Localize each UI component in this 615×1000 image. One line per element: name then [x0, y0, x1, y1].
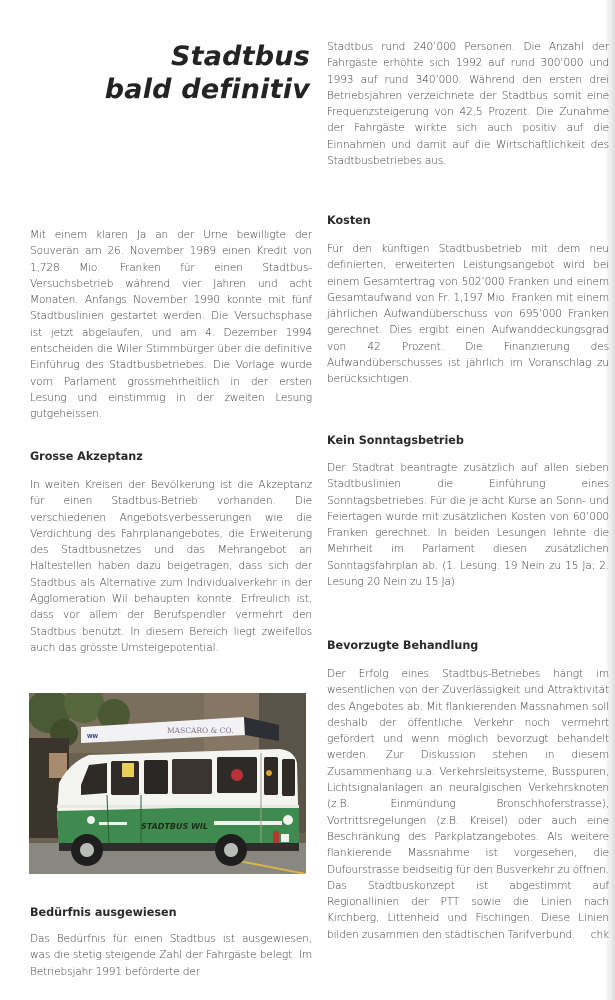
section-grosse-akzeptanz: [30, 449, 312, 656]
right-column: [327, 39, 609, 169]
section-body: In weiten Kreisen der Bevölkerung ist die Akzeptanz für einen Stadtbus-Betrieb vorhanden. Die verschiedenen Angebotsverbesserungen wie die Verdichtung des Fahrplanangebotes, die Erweiterung des Stadtbusnetzes und das Mehrangebot an Haltestellen haben dazu beigetragen, dass sich der Stadtbus als Alternative zum Individualverkehr in der Agglomeration Wil behaupten konnte. Erfreulich ist, dass vor allem der Berufspendler vermehrt den Stadtbus benützt. In diesem Bereich liegt zweifellos auch das grösste Umsteigepotential.: [30, 479, 312, 654]
section-bevorzugte-behandlung: [327, 638, 609, 943]
svg-text:MASCARO & CO.: MASCARO & CO.: [167, 726, 234, 735]
title-line-1: Stadtbus: [170, 41, 310, 72]
intro-paragraph: Mit einem klaren Ja an der Urne bewilligte der Souverän am 26. November 1989 einen Kredit von 1,728 Mio. Franken für einen Stadtbus-Versuchsbetrieb während vier Jahren und acht Monaten. Anfangs November 1990 konnte mit fünf Stadtbuslinien gestartet werden. Die Versuchsphase ist jetzt abgelaufen, und am 4. Dezember 1994 entscheiden die Wiler Stimmbürger über die definitive Einführug des Stadtbusbetriebes. Die Vorlage wurde vom Parlament grossmehrheitlich in der ersten Lesung und einstimmig in der zweiten Lesung gutgeheissen.: [30, 229, 312, 421]
section-heading: Bedürfnis ausgewiesen: [30, 906, 177, 919]
svg-text:STADTBUS WIL: STADTBUS WIL: [141, 822, 208, 831]
left-column: [30, 227, 312, 423]
title-line-2: bald definitiv: [104, 74, 310, 105]
bus-photo: [29, 693, 306, 874]
section-kosten: [327, 213, 609, 388]
section-body: Der Erfolg eines Stadtbus-Betriebes hängt im wesentlichen von der Zuverlässigkeit und Attraktivität des Angebotes ab. Mit flankierenden Massnahmen soll deshalb der öffentliche Verkehr noch vermehrt gefördert und wenn möglich bevorzugt behandelt werden. Zur Diskussion stehen in diesem Zusammenhang u.a. Verkehrsleitsysteme, Busspuren, Lichtsignalanlagen an neuralgischen Verkehrsknoten (z.B. Einmündung Bronschhoferstrasse), Vortrittsregelungen (z.B. Kreisel) oder auch eine Beschränkung des Parkplatzangebotes. Als weitere flankierende Massnahme ist vorgesehen, die Dufourstrasse beidseitig für den Busverkehr zu öffnen. Das Stadtbuskonzept ist abgestimmt auf Regionallinien der PTT sowie die Linien nach Kirchberg, Littenheid und Fischingen. Diese Linien bilden zusammen den städtischen Tarifverbund.: [327, 668, 609, 941]
svg-text:WW: WW: [87, 734, 99, 740]
section-heading: Grosse Akzeptanz: [30, 450, 143, 463]
section-body: Das Bedürfnis für einen Stadtbus ist ausgewiesen, was die stetig steigende Zahl der Fahrgäste belegt. Im Betriebsjahr 1991 beförderte der: [30, 933, 312, 978]
section-body: Der Stadtrat beantragte zusätzlich auf allen sieben Stadtbuslinien die Einführung eines Sonntagsbetriebes. Für die je acht Kurse an Sonn- und Feiertagen wurde mit zusätzlichen Kosten von 60’000 Franken gerechnet. In beiden Lesungen lehnte die Mehrheit im Parlament diesen zusätzlichen Sonntagsfahrplan ab. (1. Lesung: 19 Nein zu 15 Ja; 2. Lesung 20 Nein zu 15 Ja): [327, 462, 609, 589]
section-heading: Kosten: [327, 214, 371, 227]
stadtbus-wil-image: [29, 693, 306, 874]
article-title: [95, 40, 310, 106]
section-heading: Kein Sonntagsbetrieb: [327, 434, 464, 447]
author-signature: chk: [590, 928, 609, 941]
section-beduerfnis: [30, 905, 312, 980]
section-kein-sonntagsbetrieb: [327, 433, 609, 590]
section-heading: Bevorzugte Behandlung: [327, 639, 479, 652]
section-body: Für den künftigen Stadtbusbetrieb mit dem neu definierten, erweiterten Leistungsangebot wird bei einem Gesamtertrag von 502’000 Franken und einem Gesamtaufwand von Fr. 1,197 Mio. Franken mit einem jährlichen Aufwandüberschuss von 695’000 Franken gerechnet. Dies ergibt einen Aufwanddeckungsgrad von 42 Prozent. Die Finanzierung des Aufwandüberschusses ist jährlich im Voranschlag zu berücksichtigen.: [327, 243, 609, 386]
section-body-continued: Stadtbus rund 240’000 Personen. Die Anzahl der Fahrgäste erhöhte sich 1992 auf rund 300’000 und 1993 auf rund 340’000. Während den ersten drei Betriebsjahren verzeichnete der Stadtbus somit eine Frequenzsteigerung von 42,5 Prozent. Die Zunahme der Fahrgäste wirkte sich auch positiv auf die Einnahmen und damit auf die Wirtschaftlichkeit des Stadtbusbetriebes aus.: [327, 41, 609, 168]
